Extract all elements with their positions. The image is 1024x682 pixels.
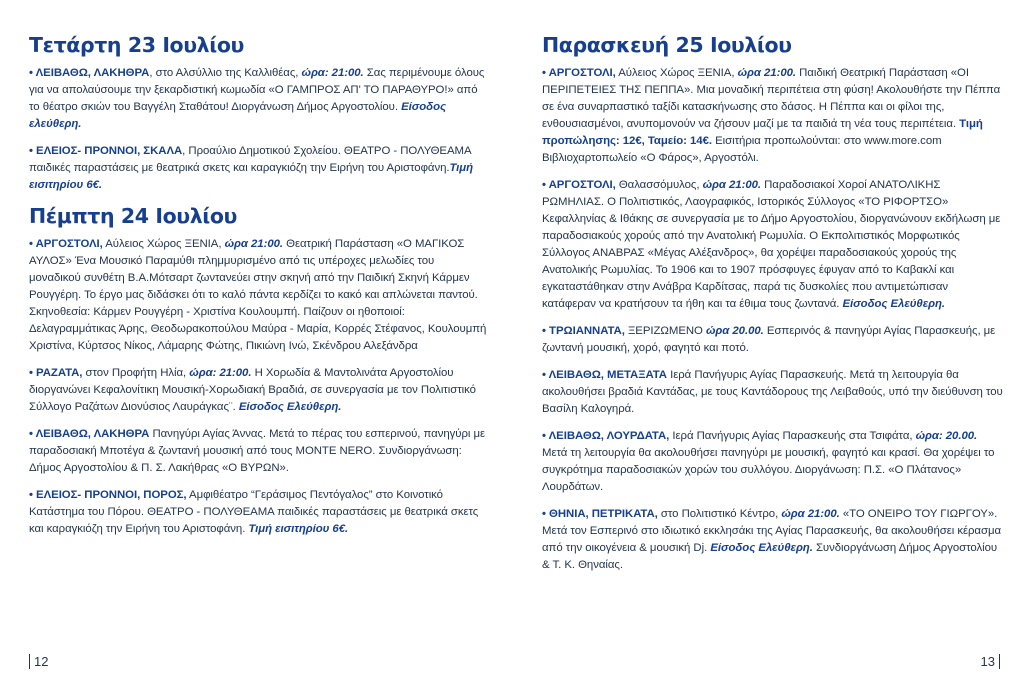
event-entry — [542, 367, 1004, 418]
event-venue: Ιερά Πανήγυρις Αγίας Παρασκευής. Μετά τη λειτουργία θα ακολουθήσει βραδιά Καντάδας, με τους Καντάδορους της Λειβαθούς, υπό την διεύθυνση του Βασίλη Καλογηρά. — [542, 369, 1003, 415]
event-time: ώρα 21:00. — [737, 67, 797, 79]
event-venue: Ιερά Πανήγυρις Αγίας Παρασκευής στα Τσιφάτα, — [669, 430, 916, 442]
event-tail: Συνδιοργάνωση Δήμος Αργοστολίου & Τ. Κ. Θηναίας. — [542, 542, 998, 571]
event-entry — [542, 506, 1004, 574]
event-entry — [29, 426, 487, 477]
right-page — [512, 0, 1024, 682]
event-entry — [542, 65, 1004, 167]
event-time: ώρα 21:00. — [702, 179, 762, 191]
event-note: Είσοδος Ελεύθερη. — [710, 542, 813, 554]
event-entry — [29, 487, 487, 538]
event-entry — [29, 65, 487, 133]
event-note: Τιμή εισιτηρίου 6€. — [29, 162, 474, 191]
page-number: 12 — [29, 654, 48, 669]
event-body: Παραδοσιακοί Χοροί ΑΝΑΤΟΛΙΚΗΣ ΡΩΜΗΛΙΑΣ. Ο Πολιτιστικός, Λαογραφικός, Ιστορικός Σύλλογος «ΤΟ ΡΙΦΟΡΤΣΟ» Κεφαλληνίας & Ιθάκης σε συνεργασία με το Δήμο Αργοστολίου, διοργανώνουν εκδήλωση με παραδοσιακούς χορούς από την Ανατολική Ρωμυλία. Ο Εκπολιτιστικός Μορφωτικός Σύλλογος ΑΝΑΒΡΑΣ «Μέγας Αλέξανδρος», θα χορέψει παραδοσιακούς χορούς της Ανατολικής Ρωμυλίας. Το 1906 και το 1907 πρόσφυγες έφυγαν από το Καβακλί και εγκαταστάθηκαν στην Ανάβρα Καρδίτσας, παρά τις δυσκολίες που αντιμετώπισαν κατάφεραν να κρατήσουν τα ήθη και τα έθιμα τους ζωντανά. — [542, 179, 1001, 310]
event-time: ώρα: 21:00. — [301, 67, 364, 79]
event-body: Σας περιμένουμε όλους για να απολαύσουμε την ξεκαρδιστική κωμωδία «Ο ΓΑΜΠΡΟΣ ΑΠ' ΤΟ ΠΑΡΑΘΥΡΟ!» από το θέατρο σκιών του Βαγγέλη Σταθάτου! Διοργάνωση Δήμος Αργοστολίου. — [29, 67, 485, 113]
event-time: ώρα: 21:00. — [189, 367, 252, 379]
event-body: «ΤΟ ΟΝΕΙΡΟ ΤΟΥ ΓΙΩΡΓΟΥ». Μετά τον Εσπερινό στο ιδιωτικό εκκλησάκι της Αγίας Παρασκευής, θα ακολουθήσει κέρασμα από την οικογένεια & μουσική Dj. — [542, 508, 1001, 554]
event-place: • ΑΡΓΟΣΤΟΛΙ, — [542, 67, 616, 79]
page-number: 13 — [981, 654, 1000, 669]
event-venue: Αύλειος Χώρος ΞΕΝΙΑ, — [615, 67, 738, 79]
event-body: Η Χορωδία & Μαντολινάτα Αργοστολίου διοργανώνει Κεφαλονίτικη Μουσική-Χορωδιακή Βραδιά, σε συνεργασία με τον Πολιτιστικό Σύλλογο Ραζάτων Διονύσιος Λαυράγκας¨. — [29, 367, 476, 413]
event-venue: στο Πολιτιστικό Κέντρο, — [657, 508, 782, 520]
event-place: • ΛΕΙΒΑΘΩ, ΛΟΥΡΔΑΤΑ, — [542, 430, 670, 442]
event-venue: , Προαύλιο Δημοτικού Σχολείου. ΘΕΑΤΡΟ - ΠΟΛΥΘΕΑΜΑ παιδικές παραστάσεις με θεατρικά σκετς και καραγκιόζη την Ειρήνη του Αριστοφάνη. — [29, 145, 471, 174]
event-note: Είσοδος Ελεύθερη. — [238, 401, 342, 413]
event-note: Είσοδος ελεύθερη. — [29, 101, 446, 130]
event-body: Θεατρική Παράσταση «Ο ΜΑΓΙΚΟΣ ΑΥΛΟΣ» Ένα Μουσικό Παραμύθι πλημμυρισμένο από τις υπέροχες μελωδίες του μοναδικού συνθέτη Β.Α.Μότσαρτ ζωντανεύει στην σκηνή από την Παιδική Σκηνή Κάρμεν Ρουγγέρη. Το έργο μας διδάσκει ότι το καλό πάντα κερδίζει το κακό και απλώνεται παντού. Σκηνοθεσία: Κάρμεν Ρουγγέρη - Χριστίνα Κουλουμπή. Παίζουν οι ηθοποιοί: Δελαγραμμάτικας Άρης, Θεοδωρακοπούλου Μαύρα - Μαρία, Κορρές Στέφανος, Κουλουμπή Χριστίνα, Κύρτσος Νίκος, Λάμαρης Φώτης, Πικιώνη Ινώ, Σκένδρου Αλεξάνδρα — [29, 238, 487, 352]
event-place: • ΛΕΙΒΑΘΩ, ΛΑΚΗΘΡΑ — [29, 428, 150, 440]
event-place: • ΡΑΖΑΤΑ, — [29, 367, 83, 379]
event-venue: , στο Αλσύλλιο της Καλλιθέας, — [149, 67, 302, 79]
event-place: • ΤΡΩΙΑΝΝΑΤΑ, — [542, 325, 625, 337]
event-venue: Πανηγύρι Αγίας Άννας. Μετά το πέρας του εσπερινού, πανηγύρι με παραδοσιακή Μποτέγα & ζωντανή μουσική από τους MONTE NERO. Συνδιοργάνωση: Δήμος Αργοστολίου & Π. Σ. Λακήθρας «Ο ΒΥΡΩΝ». — [29, 428, 486, 474]
event-price: Τιμή προπώλησης: 12€, Ταμείο: 14€. — [542, 118, 983, 147]
day-heading: Παρασκευή 25 Ιουλίου — [542, 33, 792, 57]
event-venue: στον Προφήτη Ηλία, — [82, 367, 190, 379]
event-place: • ΑΡΓΟΣΤΟΛΙ, — [542, 179, 616, 191]
event-tail: Εισιτήρια προπωλούνται: στο www.more.com Βιβλιοχαρτοπωλείο «Ο Φάρος», Αργοστόλι. — [542, 135, 942, 164]
left-column — [29, 33, 487, 548]
day-heading: Τετάρτη 23 Ιουλίου — [29, 33, 244, 57]
event-place: • ΛΕΙΒΑΘΩ, ΜΕΤΑΞΑΤΑ — [542, 369, 667, 381]
event-note: Είσοδος Ελεύθερη. — [842, 298, 945, 310]
event-time: ώρα 20.00. — [705, 325, 764, 337]
event-body: Μετά τη λειτουργία θα ακολουθήσει πανηγύρι με μουσική, φαγητό και κρασί. Θα χορέψει το συγκρότημα παραδοσιακών χορών του συλλόγου. Διοργάνωση: Π.Σ. «Ο Πλάτανος» Λουρδάτων. — [542, 447, 995, 493]
event-entry — [542, 428, 1004, 496]
event-venue: ΞΕΡΙΖΩΜΕΝΟ — [624, 325, 706, 337]
event-place: • ΛΕΙΒΑΘΩ, ΛΑΚΗΘΡΑ — [29, 67, 150, 79]
event-place: • ΘΗΝΙΑ, ΠΕΤΡΙΚΑΤΑ, — [542, 508, 658, 520]
event-venue: Αύλειος Χώρος ΞΕΝΙΑ, — [102, 238, 225, 250]
event-entry — [542, 323, 1004, 357]
day-heading: Πέμπτη 24 Ιουλίου — [29, 204, 237, 228]
right-column — [542, 33, 1004, 584]
event-venue: Θαλασσόμυλος, — [615, 179, 703, 191]
event-time: ώρα: 20.00. — [915, 430, 978, 442]
event-note: Τιμή εισιτηρίου 6€. — [248, 523, 349, 535]
event-place: • ΕΛΕΙΟΣ- ΠΡΟΝΝΟΙ, ΠΟΡΟΣ, — [29, 489, 187, 501]
event-time: ώρα 21:00. — [224, 238, 284, 250]
event-body: Παιδική Θεατρική Παράσταση «ΟΙ ΠΕΡΙΠΕΤΕΙΕΣ ΤΗΣ ΠΕΠΠΑ». Μια μοναδική περιπέτεια στη φύση! Ακολουθήστε την Πέππα σε ένα συναρπαστικό ταξίδι κατασκήνωσης στο δάσος. Η Πέππα και οι φίλοι της, ενθουσιασμένοι, ανυπομονούν να ζήσουν μαζί με τα παιδιά τη νέα τους περιπέτεια. — [542, 67, 1001, 130]
event-entry — [29, 236, 487, 355]
event-place: • ΕΛΕΙΟΣ- ΠΡΟΝΝΟΙ, ΣΚΑΛΑ — [29, 145, 183, 157]
event-time: ώρα 21:00. — [781, 508, 840, 520]
event-venue: Αμφιθέατρο “Γεράσιμος Πεντόγαλος” στο Κοινοτικό Κατάστημα του Πόρου. ΘΕΑΤΡΟ - ΠΟΛΥΘΕΑΜΑ παιδικές παραστάσεις με θεατρικά σκετς και καραγκιόζη την Ειρήνη του Αριστοφάνη. — [29, 489, 479, 535]
event-place: • ΑΡΓΟΣΤΟΛΙ, — [29, 238, 103, 250]
event-entry — [29, 365, 487, 416]
event-entry — [29, 143, 487, 194]
event-entry — [542, 177, 1004, 313]
event-body: Εσπερινός & πανηγύρι Αγίας Παρασκευής, με ζωντανή μουσική, χορό, φαγητό και ποτό. — [542, 325, 996, 354]
